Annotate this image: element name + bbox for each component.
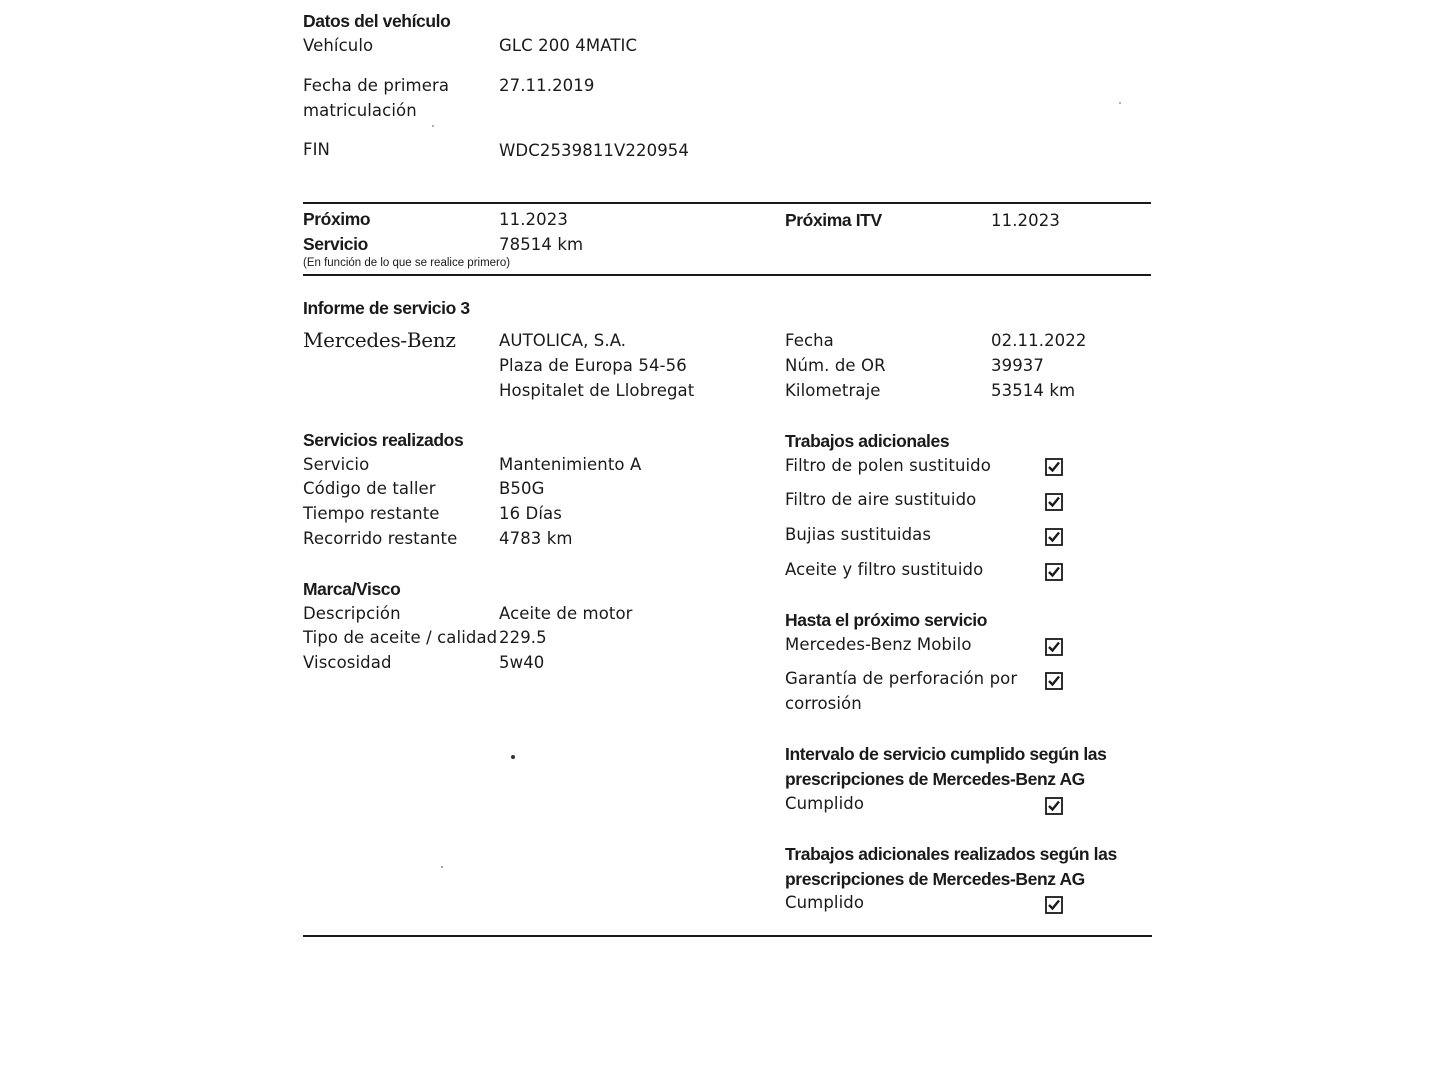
additional-done-heading-1: Trabajos adicionales realizados según las [785,844,1117,864]
divider-middle [303,274,1151,276]
scan-speck [432,125,434,127]
scan-speck [441,866,443,868]
mileage-label: Kilometraje [785,381,881,400]
oil-type-value: 229.5 [499,628,547,647]
distance-remaining-label: Recorrido restante [303,529,458,548]
oil-type-label: Tipo de aceite / calidad [303,628,498,647]
vehicle-heading: Datos del vehículo [303,11,451,31]
next-service-label-1: Próximo [303,209,371,229]
viscosity-label: Viscosidad [303,653,392,672]
distance-remaining-value: 4783 km [499,529,573,548]
dealer-city: Hospitalet de Llobregat [499,381,695,400]
next-itv-value: 11.2023 [991,211,1060,230]
additional-item-label: Filtro de polen sustituido [785,456,991,475]
mileage-value: 53514 km [991,381,1076,400]
fin-label: FIN [303,140,330,159]
time-remaining-value: 16 Días [499,504,562,523]
oil-heading: Marca/Visco [303,579,401,599]
next-service-date: 11.2023 [499,210,568,229]
corrosion-label-1: Garantía de perforación por [785,669,1018,688]
service-label: Servicio [303,455,370,474]
order-number-label: Núm. de OR [785,356,886,375]
report-date-label: Fecha [785,331,834,350]
checkbox-icon [1045,528,1063,546]
report-date-value: 02.11.2022 [991,331,1087,350]
brand-wordmark: Mercedes-Benz [303,328,456,352]
service-value: Mantenimiento A [499,455,642,474]
next-service-note: (En función de lo que se realice primero) [303,257,511,269]
additional-item-label: Filtro de aire sustituido [785,490,977,509]
dealer-address: Plaza de Europa 54-56 [499,356,687,375]
viscosity-value: 5w40 [499,653,545,672]
checkbox-icon [1045,638,1063,656]
until-next-heading: Hasta el próximo servicio [785,610,988,630]
fin-value: WDC2539811V220954 [499,141,689,160]
next-service-km: 78514 km [499,235,584,254]
next-service-label-2: Servicio [303,234,368,254]
checkbox-icon [1045,458,1063,476]
additional-item-label: Bujias sustituidas [785,525,932,544]
scan-speck [1119,102,1121,104]
divider-top [303,202,1151,204]
workshop-code-value: B50G [499,479,545,498]
services-heading: Servicios realizados [303,430,464,450]
oil-description-label: Descripción [303,604,401,623]
next-itv-label: Próxima ITV [785,210,882,230]
corrosion-label-2: corrosión [785,694,862,713]
interval-heading-1: Intervalo de servicio cumplido según las [785,744,1107,764]
divider-bottom [303,935,1152,937]
first-registration-label-2: matriculación [303,101,417,120]
vehicle-value: GLC 200 4MATIC [499,36,638,55]
interval-status-label: Cumplido [785,794,865,813]
mobilo-label: Mercedes-Benz Mobilo [785,635,972,654]
report-heading: Informe de servicio 3 [303,298,470,318]
order-number-value: 39937 [991,356,1044,375]
checkbox-icon [1045,563,1063,581]
scan-speck [511,755,515,759]
checkbox-icon [1045,797,1063,815]
additional-item-label: Aceite y filtro sustituido [785,560,984,579]
checkbox-icon [1045,672,1063,690]
vehicle-label: Vehículo [303,36,374,55]
workshop-code-label: Código de taller [303,479,436,498]
dealer-name: AUTOLICA, S.A. [499,331,627,350]
first-registration-value: 27.11.2019 [499,76,595,95]
additional-done-heading-2: prescripciones de Mercedes-Benz AG [785,869,1085,889]
interval-heading-2: prescripciones de Mercedes-Benz AG [785,769,1085,789]
checkbox-icon [1045,493,1063,511]
checkbox-icon [1045,896,1063,914]
additional-heading: Trabajos adicionales [785,431,950,451]
oil-description-value: Aceite de motor [499,604,633,623]
first-registration-label-1: Fecha de primera [303,76,450,95]
time-remaining-label: Tiempo restante [303,504,440,523]
additional-done-status-label: Cumplido [785,893,865,912]
